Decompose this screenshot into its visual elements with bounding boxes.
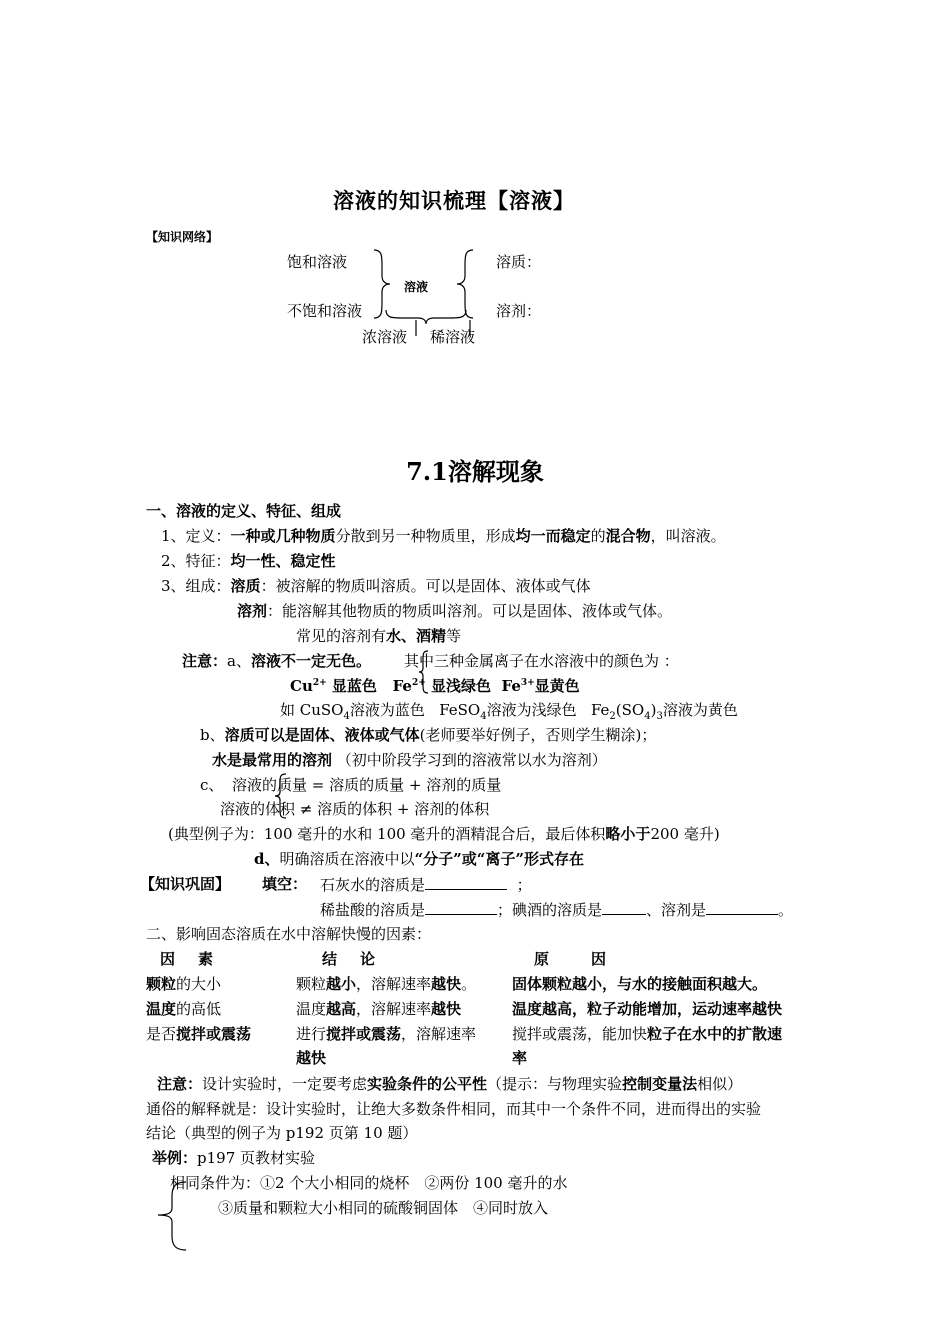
example-bold: 举例： (152, 1149, 198, 1167)
question-1 (320, 875, 532, 894)
ion-fe2: Fe (392, 677, 412, 695)
mass-equation: 溶液的质量 = 溶质的质量 + 溶剂的质量 (232, 776, 502, 794)
example-line (152, 1149, 315, 1167)
c3-t2: ，溶解速率 (401, 1025, 477, 1043)
note2-bold: 注意： (157, 1075, 203, 1093)
factor-2-text: 的高低 (176, 1000, 222, 1018)
same-conditions-line-2: ③质量和颗粒大小相同的硫酸铜固体 ④同时放入 (218, 1199, 549, 1217)
note-b-line (200, 726, 656, 744)
network-dilute: 稀溶液 (430, 328, 476, 346)
same-conditions-line-1: 相同条件为：①2 个大小相同的烧杯 ②两份 100 毫升的水 (170, 1174, 568, 1192)
c3-b1: 搅拌或震荡 (326, 1025, 402, 1043)
network-solute: 溶质： (496, 253, 542, 271)
common-solvent-line (296, 627, 461, 645)
ex-text-2: 溶液为蓝色 (349, 701, 425, 719)
ex-sub-2: 4 (480, 711, 487, 722)
factor-1-bold: 颗粒 (146, 975, 177, 993)
note-d-text: 明确溶质在溶液中以 (279, 850, 415, 868)
ex-sub-3: 2 (609, 711, 616, 722)
note-bold: 注意： (182, 652, 228, 670)
q2-text: 稀盐酸的溶质是 (320, 901, 426, 919)
def-bold-3: 混合物 (605, 527, 651, 545)
network-label: 【知识网络】 (146, 230, 219, 244)
network-solvent: 溶剂： (496, 302, 542, 320)
note-a-line (182, 652, 371, 670)
typ-text-2: 200 毫升) (650, 825, 720, 843)
q4-blank[interactable] (706, 900, 778, 915)
common-bold: 水、酒精 (386, 627, 447, 645)
typ-bold: 略小于 (605, 825, 651, 843)
example-compounds-line (280, 701, 738, 722)
c2-b2: 越快 (431, 1000, 462, 1018)
water-bold: 水是最常用的溶剂 (212, 751, 333, 769)
note-a-label: a、 (227, 652, 251, 670)
note2-bold-1: 实验条件的公平性 (367, 1075, 488, 1093)
part2-heading: 二、影响固态溶质在水中溶解快慢的因素： (146, 925, 432, 943)
feature-line (161, 552, 336, 570)
c2-t1: 温度 (296, 1000, 327, 1018)
r3-text: 搅拌或震荡，能加快 (512, 1025, 648, 1043)
equation-brace-icon (274, 773, 288, 819)
note-b-text: (老师要举好例子，否则学生糊涂)； (419, 726, 657, 744)
ion-fe2-color: 显浅绿色 (431, 677, 492, 695)
q4-end: 。 (778, 901, 794, 919)
note-d-line (254, 850, 584, 868)
def-text-1: 分散到另一种物质里，形成 (335, 527, 516, 545)
def-text-2: 的 (590, 527, 606, 545)
factor-row-2 (146, 1000, 221, 1018)
solute-bold: 溶质 (230, 577, 261, 595)
water-solvent-line (212, 751, 607, 769)
factor-3-bold: 搅拌或震荡 (176, 1025, 252, 1043)
network-solution: 溶液 (404, 280, 429, 294)
ion-cu: Cu (290, 677, 313, 695)
ex-text-3: FeSO (439, 701, 481, 719)
note2-text-3: 相似） (697, 1075, 743, 1093)
reason-row-3 (512, 1025, 782, 1043)
ion-colors-line (290, 677, 580, 695)
question-2 (320, 900, 793, 919)
note2-text-1: 设计实验时，一定要考虑 (202, 1075, 368, 1093)
c3-t1: 进行 (296, 1025, 327, 1043)
col-reason: 原 因 (534, 950, 611, 968)
ex-text-7: ) (650, 701, 657, 719)
reason-row-2: 温度越高，粒子动能增加，运动速率越快 (512, 1000, 783, 1018)
q3-blank[interactable] (602, 900, 646, 915)
network-unsaturated: 不饱和溶液 (287, 302, 363, 320)
solvent-text: ：能溶解其他物质的物质叫溶剂。可以是固体、液体或气体。 (267, 602, 673, 620)
ex-text-4: 溶液为浅绿色 (486, 701, 577, 719)
ion-cu-charge: 2+ (312, 678, 327, 688)
comp-prefix: 3、组成： (161, 577, 231, 595)
volume-inequation: 溶液的体积 ≠ 溶质的体积 + 溶剂的体积 (220, 800, 490, 818)
conditions-brace-icon (156, 1180, 188, 1252)
common-text-1: 常见的溶剂有 (296, 627, 387, 645)
conclusion-row-3 (296, 1025, 476, 1043)
reason-row-3-wrap: 率 (512, 1049, 528, 1067)
ex-text-6: (SO (615, 701, 645, 719)
solvent-line (237, 602, 672, 620)
definition-line (161, 527, 726, 545)
consolidate-label: 【知识巩固】 (140, 875, 231, 893)
ex-text-5: Fe (590, 701, 610, 719)
col-factor: 因 素 (160, 950, 218, 968)
c2-b1: 越高 (326, 1000, 357, 1018)
q1-text: 石灰水的溶质是 (320, 876, 426, 894)
ex-sub-1: 4 (343, 711, 350, 722)
ex-sub-4: 4 (644, 711, 651, 722)
ion-cu-color: 显蓝色 (331, 677, 377, 695)
note-c-label: c、 (200, 776, 224, 794)
q3-text: ；碘酒的溶质是 (497, 901, 603, 919)
q1-end: ； (516, 876, 532, 894)
factor-1-text: 的大小 (176, 975, 222, 993)
part1-heading: 一、溶液的定义、特征、组成 (146, 502, 342, 520)
col-conclusion: 结 论 (322, 950, 380, 968)
def-bold-2: 均一而稳定 (515, 527, 591, 545)
note2-line-2: 通俗的解释就是：设计实验时，让绝大多数条件相同，而其中一个条件不同，进而得出的实验 (146, 1100, 762, 1118)
ion-fe3-charge: 3+ (520, 678, 535, 688)
note-d-label: d、 (254, 850, 280, 868)
c1-b2: 越快 (431, 975, 462, 993)
c1-t1: 颗粒 (296, 975, 327, 993)
section-title-text: 7.1溶解现象 (406, 457, 544, 486)
solvent-bold: 溶剂 (237, 602, 268, 620)
r3-bold: 粒子在水中的扩散速 (647, 1025, 783, 1043)
fill-label: 填空： (262, 875, 308, 893)
ion-fe3-color: 显黄色 (534, 677, 580, 695)
solute-text: ：被溶解的物质叫溶质。可以是固体、液体或气体 (260, 577, 591, 595)
note-b-bold: 溶质可以是固体、液体或气体 (224, 726, 420, 744)
composition-line (161, 577, 591, 595)
typical-example-line (168, 825, 720, 843)
note-a-bold: 溶液不一定无色。 (250, 652, 371, 670)
typ-text-1: (典型例子为：100 毫升的水和 100 毫升的酒精混合后，最后体积 (168, 825, 606, 843)
q4-text: 、溶剂是 (646, 901, 707, 919)
network-concentrated: 浓溶液 (362, 328, 408, 346)
factor-row-3 (146, 1025, 251, 1043)
conclusion-row-1 (296, 975, 476, 993)
split-lines-icon (414, 320, 474, 338)
common-text-2: 等 (446, 627, 462, 645)
network-saturated: 饱和溶液 (287, 253, 348, 271)
factor-row-1 (146, 975, 221, 993)
feat-bold: 均一性、稳定性 (230, 552, 336, 570)
note2-line-3: 结论（典型的例子为 p192 页第 10 题） (146, 1124, 418, 1142)
section-title (0, 458, 950, 487)
note-d-bold: “分子”或“离子”形式存在 (414, 850, 585, 868)
q2-blank[interactable] (425, 900, 497, 915)
ex-sub-5: 3 (656, 711, 663, 722)
c1-t2: ，溶解速率 (356, 975, 432, 993)
factor-2-bold: 温度 (146, 1000, 177, 1018)
ion-fe3: Fe (501, 677, 521, 695)
water-text: （初中阶段学习到的溶液常以水为溶剂） (336, 751, 607, 769)
def-prefix: 1、定义： (161, 527, 231, 545)
conclusion-row-3-wrap: 越快 (296, 1049, 327, 1067)
note2-line-1 (157, 1075, 742, 1093)
factor-3-text: 是否 (146, 1025, 177, 1043)
c1-b1: 越小 (326, 975, 357, 993)
note-b-label: b、 (200, 726, 225, 744)
c2-t2: ，溶解速率 (356, 1000, 432, 1018)
note2-bold-2: 控制变量法 (622, 1075, 698, 1093)
conclusion-row-2 (296, 1000, 461, 1018)
example-text: p197 页教材实验 (197, 1149, 316, 1167)
ion-fe2-charge: 2+ (411, 678, 426, 688)
def-text-3: ，叫溶液。 (650, 527, 726, 545)
note-a-text: 其中三种金属离子在水溶液中的颜色为 ： (404, 652, 679, 670)
c1-t3: 。 (461, 975, 477, 993)
reason-row-1: 固体颗粒越小，与水的接触面积越大。 (512, 975, 768, 993)
def-bold-1: 一种或几种物质 (230, 527, 336, 545)
page-title: 溶液的知识梳理【溶液】 (333, 188, 575, 213)
q1-blank[interactable] (425, 875, 507, 890)
ex-text-8: 溶液为黄色 (662, 701, 738, 719)
note2-text-2: （提示：与物理实验 (487, 1075, 623, 1093)
feat-prefix: 2、特征： (161, 552, 231, 570)
ex-text-1: 如 CuSO (280, 701, 344, 719)
